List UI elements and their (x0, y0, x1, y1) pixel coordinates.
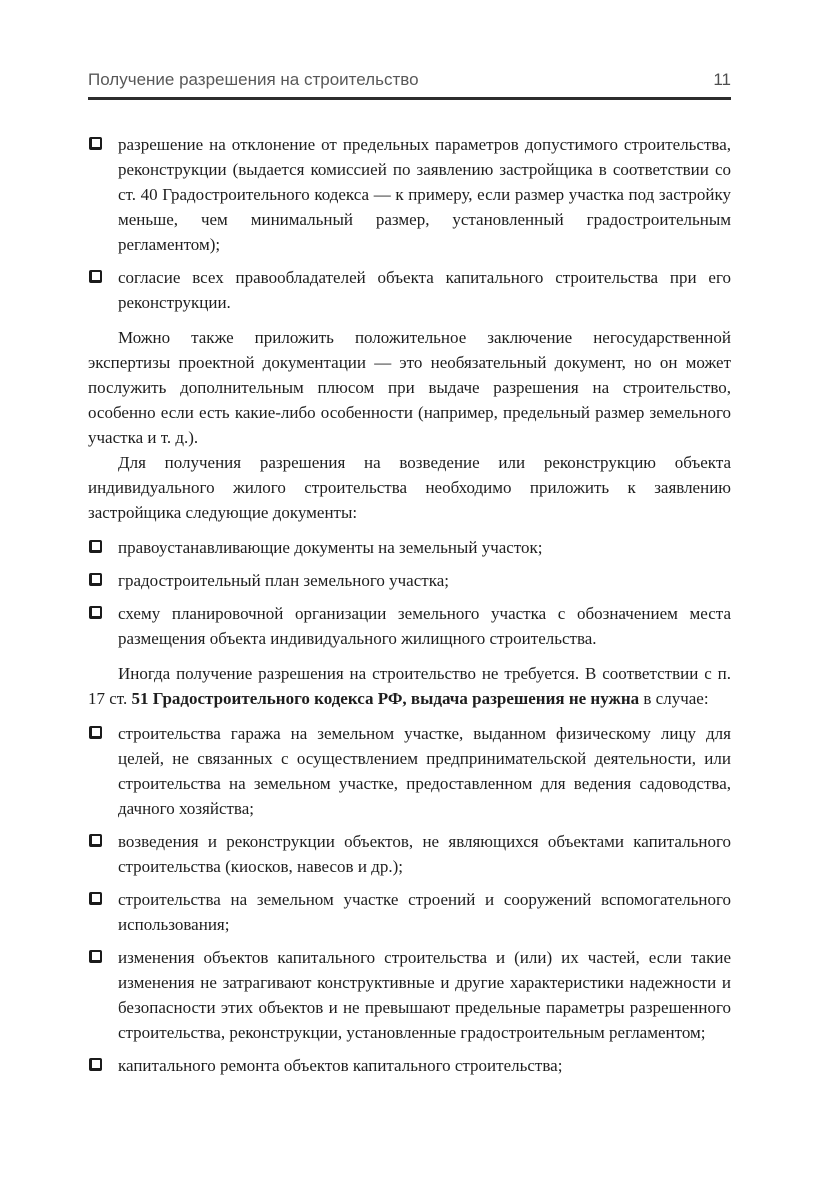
page-number: 11 (713, 70, 731, 89)
checkbox-bullet-icon (89, 540, 102, 553)
paragraph-expertiza: Можно также приложить положительное заключение негосударственной экспертизы проектной документации — это необязательный документ, но он может послужить дополнительным плюсом при выдаче разрешения на строительство, особенно если есть какие-либо особенности (например, предельный размер земельного участка и т. д.). (88, 328, 731, 447)
list-item (88, 535, 731, 560)
list-item (88, 265, 731, 315)
list-item (88, 945, 731, 1045)
checkbox-bullet-icon (89, 834, 102, 847)
document-list-required-docs (88, 535, 731, 651)
checkbox-bullet-icon (89, 573, 102, 586)
list-item (88, 887, 731, 937)
checkbox-bullet-icon (89, 1058, 102, 1071)
checkbox-bullet-icon (89, 137, 102, 150)
list-item-text: разрешение на отклонение от предельных параметров допустимого строительства, реконструкции (выдается комиссией по заявлению застройщика в соответствии со ст. 40 Градостроительного кодекса — к примеру, если размер участка под застройку меньше, чем минимальный размер, установленный градостроительным регламентом); (118, 135, 731, 254)
paragraph-no-permit-intro (88, 661, 731, 711)
list-item (88, 721, 731, 821)
list-item (88, 568, 731, 593)
list-item (88, 829, 731, 879)
list-item-text: согласие всех правообладателей объекта капитального строительства при его реконструкции. (118, 268, 731, 312)
list-item (88, 132, 731, 257)
page-body (88, 132, 731, 1078)
list-item-text: строительства на земельном участке строений и сооружений вспомогательного использования; (118, 890, 731, 934)
list-item-text: строительства гаража на земельном участке, выданном физическому лицу для целей, не связанных с осуществлением предпринимательской деятельности, или строительства на земельном участке, предоставленном для ведения садоводства, дачного хозяйства; (118, 724, 731, 818)
list-item (88, 1053, 731, 1078)
list-item-text: капитального ремонта объектов капитального строительства; (118, 1056, 563, 1075)
list-item-text: возведения и реконструкции объектов, не являющихся объектами капитального строительства (киосков, навесов и др.); (118, 832, 731, 876)
document-list-permit-attachments (88, 132, 731, 315)
list-item-text: изменения объектов капитального строительства и (или) их частей, если такие изменения не затрагивают конструктивные и другие характеристики надежности и безопасности этих объектов и не превышают предельные параметры разрешенного строительства, реконструкции, установленные градостроительным регламентом; (118, 948, 731, 1042)
checkbox-bullet-icon (89, 606, 102, 619)
paragraph-segment: в случае: (639, 689, 709, 708)
content-column (88, 70, 731, 1078)
running-head (88, 70, 731, 100)
paragraph-documents-intro: Для получения разрешения на возведение или реконструкцию объекта индивидуального жилого строительства необходимо приложить к заявлению застройщика следующие документы: (88, 453, 731, 522)
paragraph-segment: Иногда получение разрешения на строительство не требуется. В соответствии с п. 17 ст. (88, 664, 731, 708)
checkbox-bullet-icon (89, 892, 102, 905)
list-item (88, 601, 731, 651)
list-item-text: градостроительный план земельного участка; (118, 571, 449, 590)
checkbox-bullet-icon (89, 726, 102, 739)
list-item-text: правоустанавливающие документы на земельный участок; (118, 538, 543, 557)
document-list-no-permit-cases (88, 721, 731, 1078)
checkbox-bullet-icon (89, 270, 102, 283)
running-head-title: Получение разрешения на строительство (88, 70, 419, 89)
checkbox-bullet-icon (89, 950, 102, 963)
paragraph-segment-bold: 51 Градостроительного кодекса РФ, выдача разрешения не нужна (131, 689, 640, 708)
list-item-text: схему планировочной организации земельного участка с обозначением места размещения объекта индивидуального жилищного строительства. (118, 604, 731, 648)
